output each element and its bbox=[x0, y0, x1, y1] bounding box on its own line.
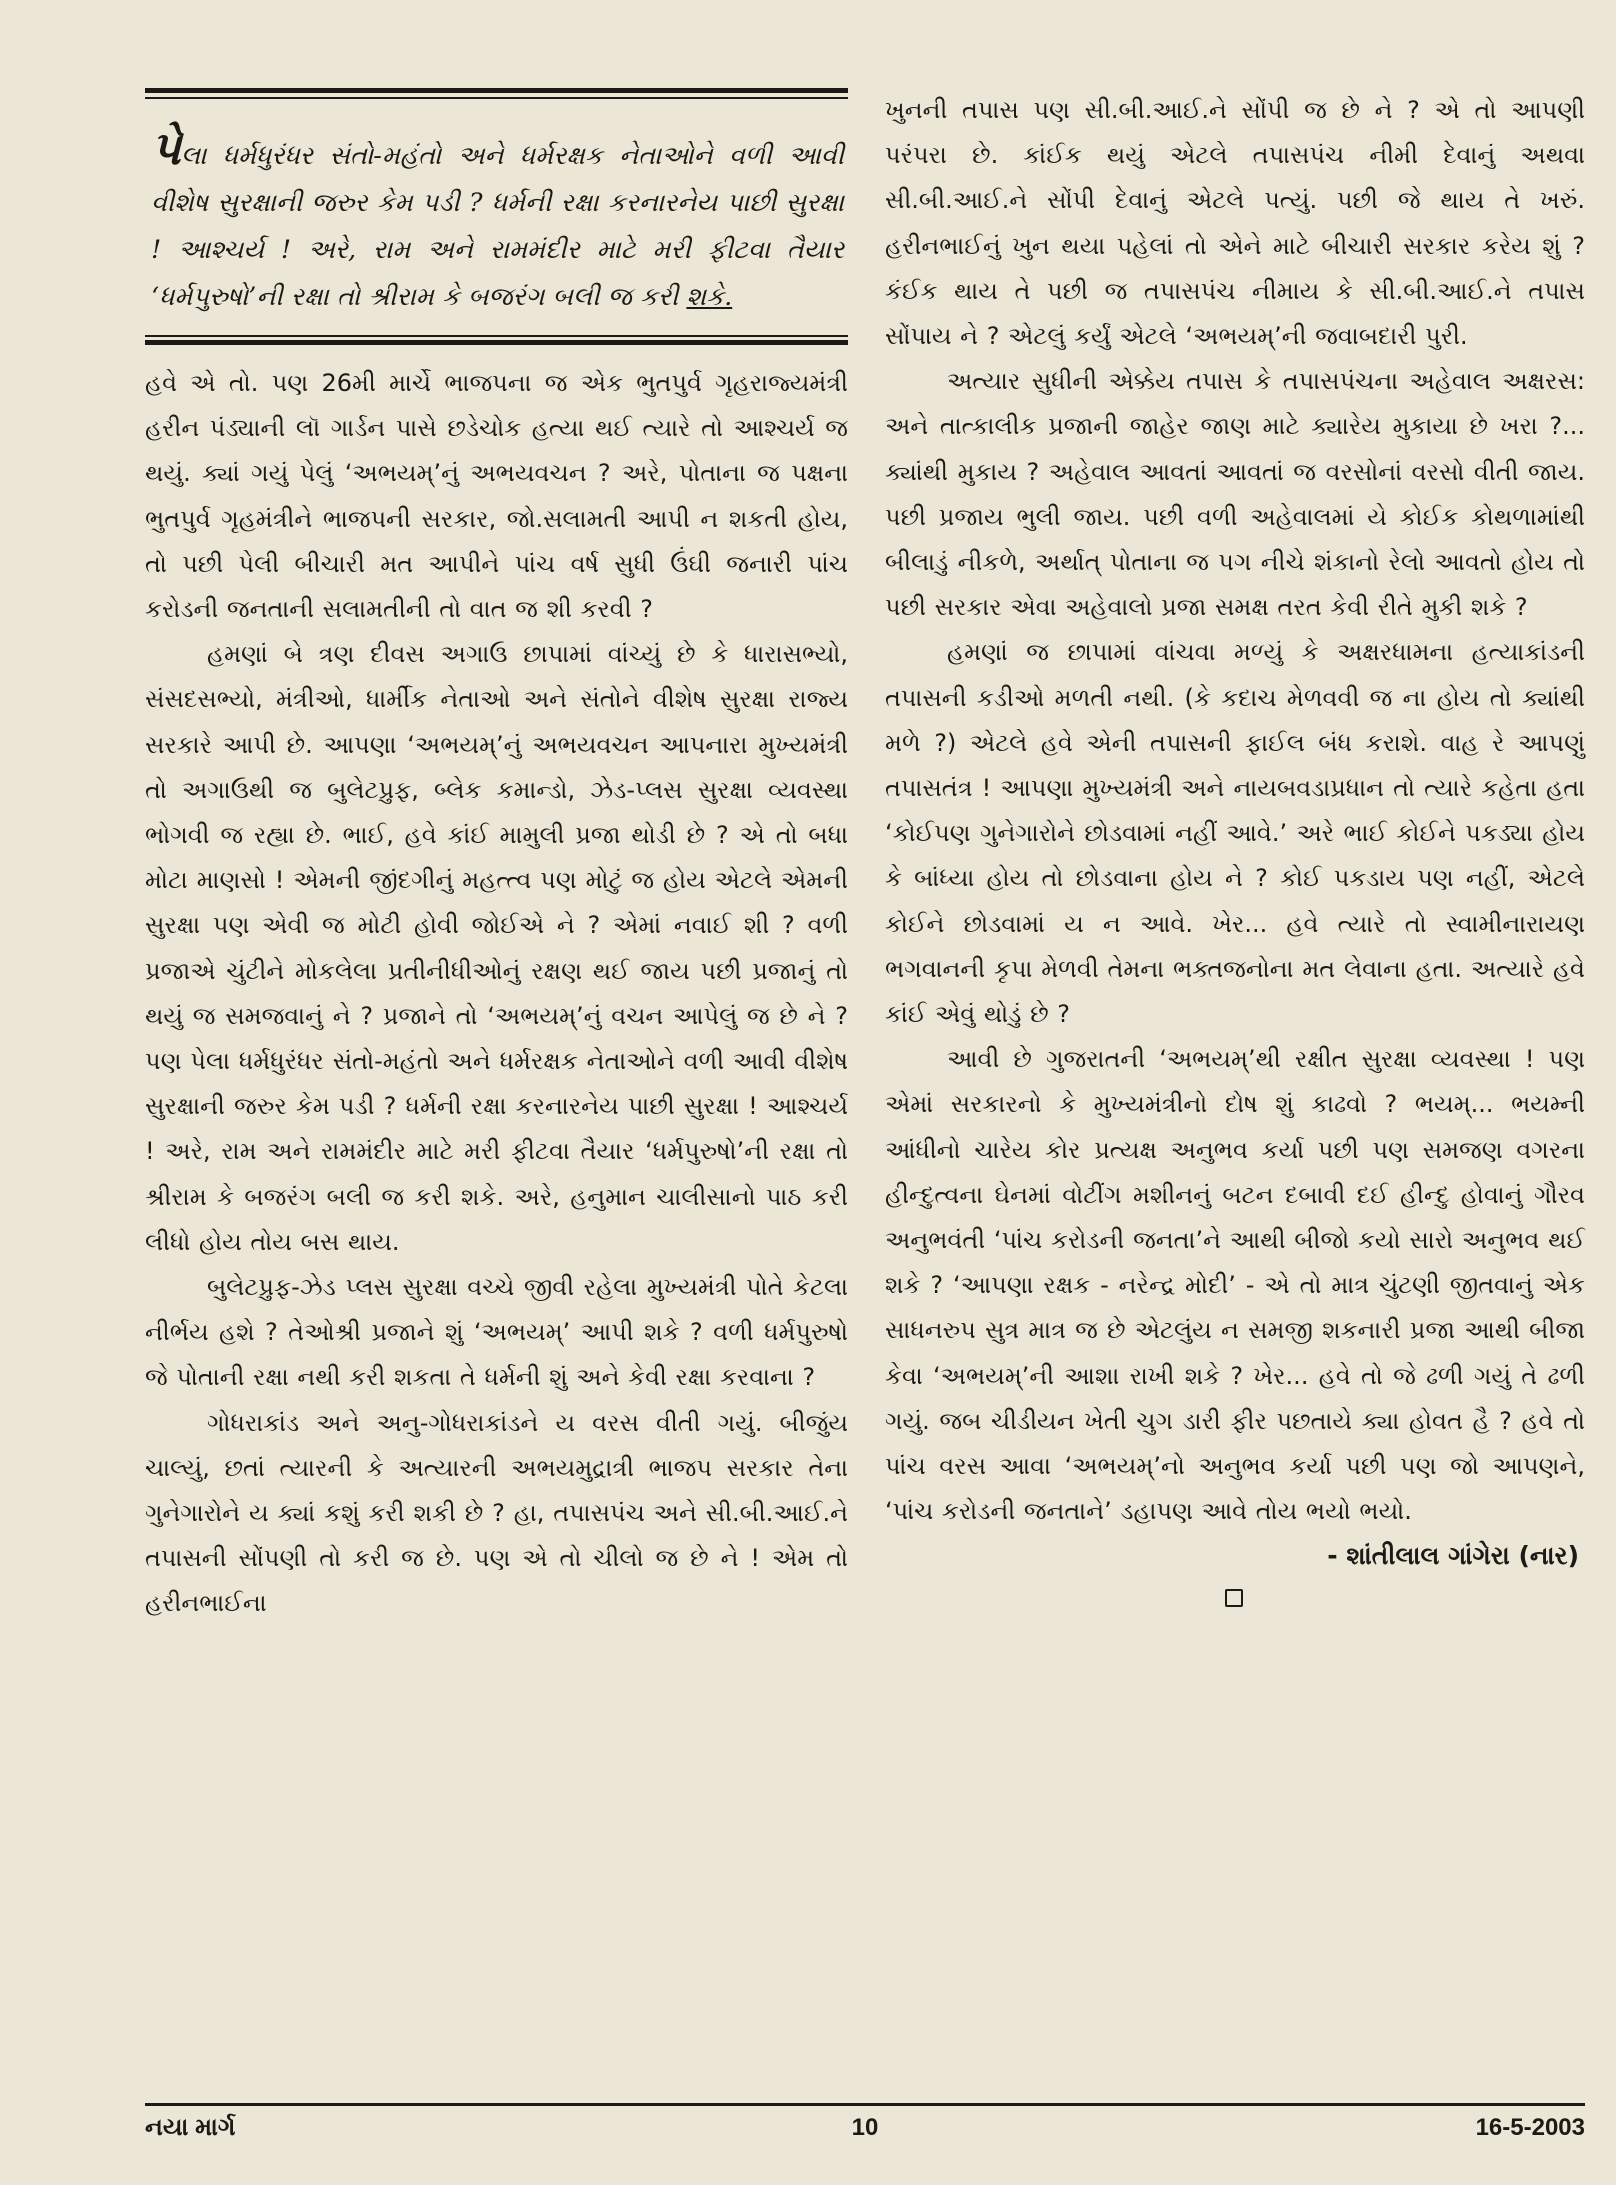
right-column bbox=[885, 88, 1585, 1607]
page-footer bbox=[145, 2114, 1585, 2154]
left-column bbox=[145, 88, 848, 1627]
pull-quote-last-word: શકે. bbox=[686, 282, 733, 312]
end-of-article-square-icon bbox=[1225, 1589, 1243, 1607]
issue-date: 16-5-2003 bbox=[1475, 2114, 1585, 2141]
page-number: 10 bbox=[851, 2114, 879, 2141]
footer-rule bbox=[145, 2103, 1585, 2106]
author-signature: - શાંતીલાલ ગાંગેરા (નાર) bbox=[1327, 1540, 1579, 1570]
left-paragraph-1: હવે એ તો. પણ 26મી માર્ચે ભાજપના જ એક ભુતપુર્વ ગૃહરાજ્યમંત્રી હરીન પંડ્યાની લૉ ગાર્ડન પાસે છડેચોક હત્યા થઈ ત્યારે તો આશ્ચર્ય જ થયું. ક્યાં ગયું પેલું ‘અભયમ્’નું અભયવચન ? અરે, પોતાના જ પક્ષના ભુતપુર્વ ગૃહમંત્રીને ભાજપની સરકાર, જો.સલામતી આપી ન શકતી હોય, તો પછી પેલી બીચારી મત આપીને પાંચ વર્ષ સુધી ઉંઘી જનારી પાંચ કરોડની જનતાની સલામતીની તો વાત જ શી કરવી ? bbox=[145, 369, 848, 624]
right-paragraph-3: હમણાં જ છાપામાં વાંચવા મળ્યું કે અક્ષરધામના હત્યાકાંડની તપાસની કડીઓ મળતી નથી. (કે કદાચ મેળવવી જ ના હોય તો ક્યાંથી મળે ?) એટલે હવે એની તપાસની ફાઈલ બંધ કરાશે. વાહ રે આપણું તપાસતંત્ર ! આપણા મુખ્યમંત્રી અને નાયબવડાપ્રધાન તો ત્યારે કહેતા હતા ‘કોઈપણ ગુનેગારોને છોડવામાં નહીં આવે.’ અરે ભાઈ કોઈને પકડ્યા હોય કે બાંધ્યા હોય તો છોડવાના હોય ને ? કોઈ પકડાય પણ નહીં, એટલે કોઈને છોડવામાં ય ન આવે. ખેર... હવે ત્યારે તો સ્વામીનારાયણ ભગવાનની કૃપા મેળવી તેમના ભક્તજનોના મત લેવાના હતા. અત્યારે હવે કાંઈ એવું થોડું છે ? bbox=[885, 638, 1585, 1029]
pull-quote bbox=[145, 99, 848, 331]
right-paragraph-2: અત્યાર સુધીની એક્કેય તપાસ કે તપાસપંચના અહેવાલ અક્ષરસ: અને તાત્કાલીક પ્રજાની જાહેર જાણ માટે ક્યારેય મુકાયા છે ખરા ?... ક્યાંથી મુકાય ? અહેવાલ આવતાં આવતાં જ વરસોનાં વરસો વીતી જાય. પછી પ્રજાય ભુલી જાય. પછી વળી અહેવાલમાં યે કોઈક કોથળામાંથી બીલાડું નીકળે, અર્થાત્ પોતાના જ પગ નીચે શંકાનો રેલો આવતો હોય તો પછી સરકાર એવા અહેવાલો પ્રજા સમક્ષ તરત કેવી રીતે મુકી શકે ? bbox=[885, 367, 1585, 622]
pull-quote-bottom-rule-thin bbox=[145, 335, 848, 337]
pull-quote-top-rule bbox=[145, 88, 848, 93]
publication-name: નયા માર્ગ bbox=[145, 2114, 236, 2141]
right-paragraph-4: આવી છે ગુજરાતની ‘અભયમ્’થી રક્ષીત સુરક્ષા વ્યવસ્થા ! પણ એમાં સરકારનો કે મુખ્યમંત્રીનો દોષ શું કાઢવો ? ભયમ્... ભયમ્ની આંધીનો ચારેય કોર પ્રત્યક્ષ અનુભવ કર્યા પછી પણ સમજણ વગરના હીન્દુત્વના ઘેનમાં વોટીંગ મશીનનું બટન દબાવી દઈ હીન્દુ હોવાનું ગૌરવ અનુભવંતી ‘પાંચ કરોડની જનતા’ને આથી બીજો કયો સારો અનુભવ થઈ શકે ? ‘આપણા રક્ષક - નરેન્દ્ર મોદી’ - એ તો માત્ર ચુંટણી જીતવાનું એક સાધનરુપ સુત્ર માત્ર જ છે એટલુંય ન સમજી શકનારી પ્રજા આથી બીજા કેવા ‘અભયમ્’ની આશા રાખી શકે ? ખેર... હવે તો જે ઢળી ગયું તે ઢળી ગયું. જબ ચીડીયન ખેતી ચુગ ડારી ફીર પછતાયે ક્યા હોવત હૈ ? હવે તો પાંચ વરસ આવા ‘અભયમ્’નો અનુભવ કર્યા પછી પણ જો આપણને, ‘પાંચ કરોડની જનતાને’ ડહાપણ આવે તોય ભયો ભયો. bbox=[885, 1045, 1585, 1526]
pull-quote-bottom-rule bbox=[145, 340, 848, 345]
pull-quote-text: લા ધર્મધુરંધર સંતો-મહંતો અને ધર્મરક્ષક નેતાઓને વળી આવી વીશેષ સુરક્ષાની જરુર કેમ પડી ? ધર્મની રક્ષા કરનારનેય પાછી સુરક્ષા ! આશ્ચર્ય ! અરે, રામ અને રામમંદીર માટે મરી ફીટવા તૈયાર ‘ધર્મપુરુષો’ની રક્ષા તો શ્રીરામ કે બજરંગ બલી જ કરી bbox=[151, 141, 844, 312]
left-paragraph-4: ગોધરાકાંડ અને અનુ-ગોધરાકાંડને ય વરસ વીતી ગયું. બીજુંય ચાલ્યું, છતાં ત્યારની કે અત્યારની અભયમુદ્રાત્રી ભાજપ સરકાર તેના ગુનેગારોને ય ક્યાં કશું કરી શકી છે ? હા, તપાસપંચ અને સી.બી.આઈ.ને તપાસની સોંપણી તો કરી જ છે. પણ એ તો ચીલો જ છે ને ! એમ તો હરીનભાઈના bbox=[145, 1408, 848, 1618]
left-paragraph-3: બુલેટપ્રુફ-ઝેડ પ્લસ સુરક્ષા વચ્ચે જીવી રહેલા મુખ્યમંત્રી પોતે કેટલા નીર્ભય હશે ? તેઓશ્રી પ્રજાને શું ‘અભયમ્’ આપી શકે ? વળી ધર્મપુરુષો જે પોતાની રક્ષા નથી કરી શકતા તે ધર્મની શું અને કેવી રક્ષા કરવાના ? bbox=[145, 1273, 848, 1392]
left-paragraph-2: હમણાં બે ત્રણ દીવસ અગાઉ છાપામાં વાંચ્યું છે કે ધારાસભ્યો, સંસદસભ્યો, મંત્રીઓ, ધાર્મીક નેતાઓ અને સંતોને વીશેષ સુરક્ષા રાજ્ય સરકારે આપી છે. આપણા ‘અભયમ્’નું અભયવચન આપનારા મુખ્યમંત્રી તો અગાઉથી જ બુલેટપ્રુફ, બ્લેક કમાન્ડો, ઝેડ-પ્લસ સુરક્ષા વ્યવસ્થા ભોગવી જ રહ્યા છે. ભાઈ, હવે કાંઈ મામુલી પ્રજા થોડી છે ? એ તો બધા મોટા માણસો ! એમની જીંદગીનું મહત્ત્વ પણ મોટું જ હોય એટલે એમની સુરક્ષા પણ એવી જ મોટી હોવી જોઈએ ને ? એમાં નવાઈ શી ? વળી પ્રજાએ ચુંટીને મોકલેલા પ્રતીનીધીઓનું રક્ષણ થઈ જાય પછી પ્રજાનું તો થયું જ સમજવાનું ને ? પ્રજાને તો ‘અભયમ્’નું વચન આપેલું જ છે ને ? પણ પેલા ધર્મધુરંધર સંતો-મહંતો અને ધર્મરક્ષક નેતાઓને વળી આવી વીશેષ સુરક્ષાની જરુર કેમ પડી ? ધર્મની રક્ષા કરનારનેય પાછી સુરક્ષા ! આશ્ચર્ય ! અરે, રામ અને રામમંદીર માટે મરી ફીટવા તૈયાર ‘ધર્મપુરુષો’ની રક્ષા તો શ્રીરામ કે બજરંગ બલી જ કરી શકે. અરે, હનુમાન ચાલીસાનો પાઠ કરી લીધો હોય તોય બસ થાય. bbox=[145, 640, 848, 1256]
right-paragraph-1: ખુનની તપાસ પણ સી.બી.આઈ.ને સોંપી જ છે ને ? એ તો આપણી પરંપરા છે. કાંઈક થયું એટલે તપાસપંચ નીમી દેવાનું અથવા સી.બી.આઈ.ને સોંપી દેવાનું એટલે પત્યું. પછી જે થાય તે ખરું. હરીનભાઈનું ખુન થયા પહેલાં તો એને માટે બીચારી સરકાર કરેય શું ? કંઈક થાય તે પછી જ તપાસપંચ નીમાય કે સી.બી.આઈ.ને તપાસ સોંપાય ને ? એટલું કર્યું એટલે ‘અભયમ્’ની જવાબદારી પુરી. bbox=[885, 96, 1585, 351]
pull-quote-drop-letter: પે bbox=[151, 121, 181, 175]
